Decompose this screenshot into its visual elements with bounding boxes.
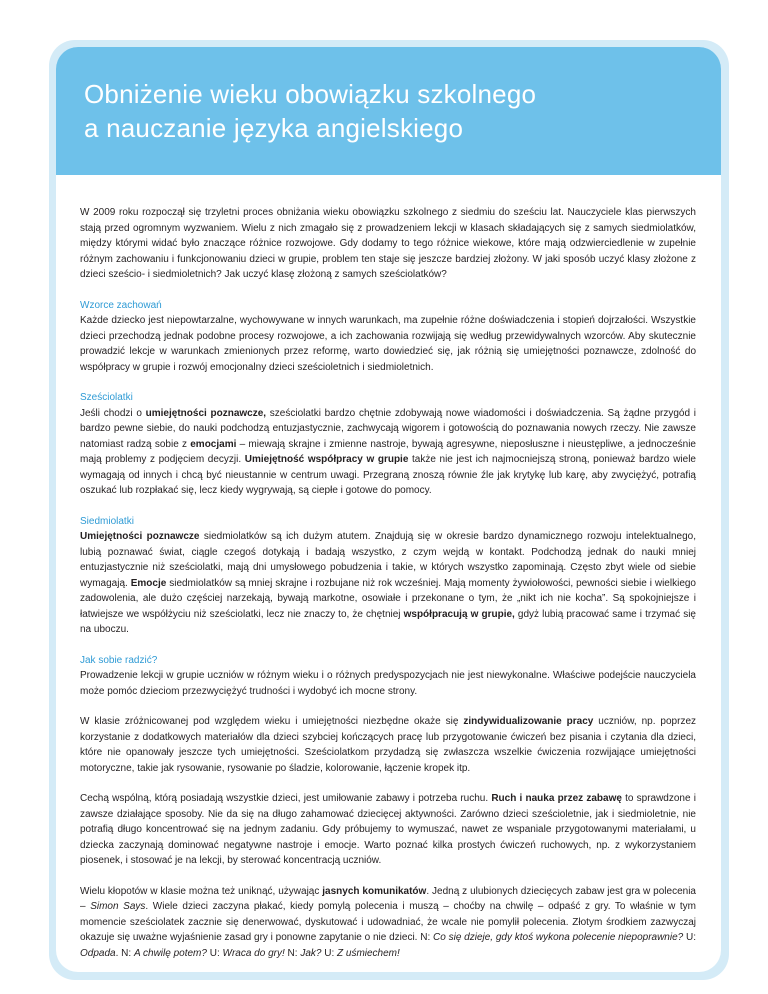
text-run: siedmiolatków są mniej skrajne i rozbujane niż rok wcześniej. Mają momenty żywiołowości, pewności siebie i wielkiego zadowolenia, ale dużo częściej narzekają, bywają markotne, osowiałe i przekonane o tym, że „nikt ich nie kocha”. Są spokojniejsze i łatwiejsze we współżyciu niż sześciolatki, lecz nie znaczy to, że chętniej xyxy=(80,577,696,620)
section-text xyxy=(80,529,696,638)
section-heading: Siedmiolatki xyxy=(80,515,134,527)
text-run: U: xyxy=(321,947,337,959)
bold-run: Ruch i nauka przez zabawę xyxy=(491,793,622,804)
title-line-1: Obniżenie wieku obowiązku szkolnego xyxy=(84,79,537,109)
text-run: siedmiolatków są ich dużym atutem. Znajdują się w okresie bardzo dynamicznego rozwoju intelektualnego, lubią poznawać świat, ciągle czegoś dotykają i badają wszystko, z czym wejdą w kontakt. Podchodzą jednak do nauki mniej entuzjastycznie niż sześciolatki, mają dni umysłowego pobudzenia i takie, w których wszystko zapominają. Często zbyt wiele od siebie wymagają. xyxy=(80,531,696,589)
italic-run: Wraca do gry! xyxy=(222,947,285,959)
italic-run: Z uśmiechem! xyxy=(337,947,400,959)
text-run: N: xyxy=(284,947,301,959)
bold-run: Emocje xyxy=(130,577,167,589)
italic-run: Simon Says xyxy=(90,901,146,912)
section-heading: Jak sobie radzić? xyxy=(80,654,158,666)
italic-run: Jak? xyxy=(300,947,322,959)
text-run: . N: xyxy=(115,947,134,959)
section-text: Prowadzenie lekcji w grupie uczniów w różnym wieku i o różnych predyspozycjach nie jest niewykonalne. Właściwe podejście nauczyciela może pomóc dzieciom przezwyciężyć trudności i wydobyć ich mocne strony. xyxy=(80,670,696,697)
text-run: U: xyxy=(683,932,697,943)
section-heading: Sześciolatki xyxy=(80,392,133,403)
text-run: W klasie zróżnicowanej pod względem wieku i umiejętności niezbędne okaże się xyxy=(80,716,464,727)
section-six-year-olds xyxy=(80,390,696,499)
title-banner xyxy=(56,47,721,175)
section-behavior-patterns xyxy=(80,298,696,376)
section-heading: Wzorce zachowań xyxy=(80,299,162,311)
section-how-to-cope xyxy=(80,653,696,700)
text-run: gdyż lubią pracować same i trzymać się na uboczu. xyxy=(80,608,696,635)
text-run: uczniów, np. poprzez korzystanie z dodatkowych materiałów dla dzieci szybciej kończących pracę lub przygotowanie ćwiczeń bez pisania i czytania dla dzieci, które nie opanowały jeszcze tych umiejętności. Sześciolatkom przydadzą się zwłaszcza wszelkie ćwiczenia rozwijające umiejętności motoryczne, takie jak rysowanie, rysowanie po śladzie, kolorowanie, łączenie kropek itp. xyxy=(80,716,697,774)
section-seven-year-olds xyxy=(80,514,696,638)
article-card xyxy=(56,47,721,972)
italic-run: Co się dzieje, gdy ktoś wykona polecenie niepoprawnie? xyxy=(433,932,684,943)
bold-run: Umiejętności poznawcze xyxy=(80,531,200,542)
text-run: Jeśli chodzi o xyxy=(80,407,146,419)
text-run: także nie jest ich najmocniejszą stroną, ponieważ bardzo wiele wymagają od innych i chcą być nieustannie w centrum uwagi. Przegraną znoszą równie źle jak krytykę lub karę, aby zwyciężyć, potrafią oszukać lub rozpłakać się, lecz kiedy wygrywają, są ciepłe i gotowe do pomocy. xyxy=(80,454,696,496)
bold-run: zindywidualizowanie pracy xyxy=(463,716,594,727)
section-text xyxy=(80,406,696,499)
text-run: . Jedną z ulubionych dziecięcych zabaw jest gra w polecenia – xyxy=(80,885,696,912)
text-run: sześciolatki bardzo chętnie zdobywają nowe wiadomości i doświadczenia. Są żądne przygód i bardzo pewne siebie, do nauki podchodzą entuzjastycznie, zachwycają wigorem i gotowością do poznawania nowych rzeczy. Nie zawsze natomiast radzą sobie z xyxy=(80,407,696,450)
article-body xyxy=(80,205,696,972)
text-run: Cechą wspólną, którą posiadają wszystkie dzieci, jest umiłowanie zabawy i potrzeba ruchu. xyxy=(80,793,492,804)
text-run: . Wiele dzieci zaczyna płakać, kiedy pomylą polecenia i muszą – choćby na chwilę – odpaść z gry. To właśnie w tym momencie sześciolatek zacznie się denerwować, dyskutować i udowadniać, że wcale nie pomylił polecenia. Złotym środkiem zazwyczaj okazuje się uważne wyjaśnienie zasad gry i ponowne zapytanie o nie dzieci. N: xyxy=(80,901,697,943)
italic-run: Odpada xyxy=(80,947,116,959)
bold-run: Umiejętność współpracy w grupie xyxy=(244,454,409,465)
paragraph-clear-communication xyxy=(80,884,696,962)
bold-run: umiejętności poznawcze, xyxy=(145,407,267,419)
paragraph-movement-play xyxy=(80,791,696,869)
text-run: Wielu kłopotów w klasie można też uniknąć, używając xyxy=(80,885,323,897)
text-run: – miewają skrajne i zmienne nastroje, bywają agresywne, nieposłuszne i nieustępliwe, a jednocześnie mają problemy z podjęciem decyzji. xyxy=(80,438,696,465)
italic-run: A chwilę potem? xyxy=(133,947,207,959)
bold-run: współpracują w grupie, xyxy=(403,608,515,620)
text-run: U: xyxy=(206,947,223,959)
bold-run: emocjami xyxy=(190,438,237,450)
section-text: Każde dziecko jest niepowtarzalne, wychowywane w innych warunkach, ma zupełnie różne doświadczenia i stopień dojrzałości. Wszystkie dzieci przechodzą jednak podobne procesy rozwojowe, a ich zachowania rozwijają się według przewidywalnych wzorców. Aby skutecznie prowadzić lekcje w warunkach zmienionych przez reformę, warto dowiedzieć się, jak różnią się umiejętności poznawcze, zdolność do współpracy w grupie i rozwój emocjonalny dzieci sześcioletnich i siedmioletnich. xyxy=(80,315,696,373)
title-line-2: a nauczanie języka angielskiego xyxy=(84,113,464,143)
text-run: to sprawdzone i zawsze działające sposoby. Nie da się na długo zahamować dziecięcej aktywności. Zarówno dzieci sześcioletnie, jak i siedmioletnie, nie potrafią długo koncentrować się na jednym zadaniu. Gdy próbujemy to wymuszać, nawet ze wspaniale przygotowanymi materiałami, u dziecka zaczynają dominować negatywne nastroje i emocje. Warto poznać kilka prostych ćwiczeń ruchowych, np. z wykorzystaniem piosenek, i stosować je na lekcji, by sterować koncentracją uczniów. xyxy=(80,793,696,866)
intro-paragraph: W 2009 roku rozpoczął się trzyletni proces obniżania wieku obowiązku szkolnego z siedmiu do sześciu lat. Nauczyciele klas pierwszych stają przed ogromnym wyzwaniem. Wielu z nich zmagało się z prowadzeniem lekcji w klasach składających się z samych siedmiolatków, między którymi widać było znaczące różnice rozwojowe. Gdy dodamy to tego różnice wiekowe, które mają odzwierciedlenie w zupełnie różnym zachowaniu i funkcjonowaniu dzieci w grupie, problem ten staje się jeszcze bardziej złożony. W jaki sposób uczyć klasy złożone z dzieci sześcio- i siedmioletnich? Jak uczyć klasę złożoną z samych sześciolatków? xyxy=(80,207,696,280)
paragraph-individualization xyxy=(80,714,696,776)
page-title xyxy=(84,77,536,145)
bold-run: jasnych komunikatów xyxy=(322,885,427,897)
